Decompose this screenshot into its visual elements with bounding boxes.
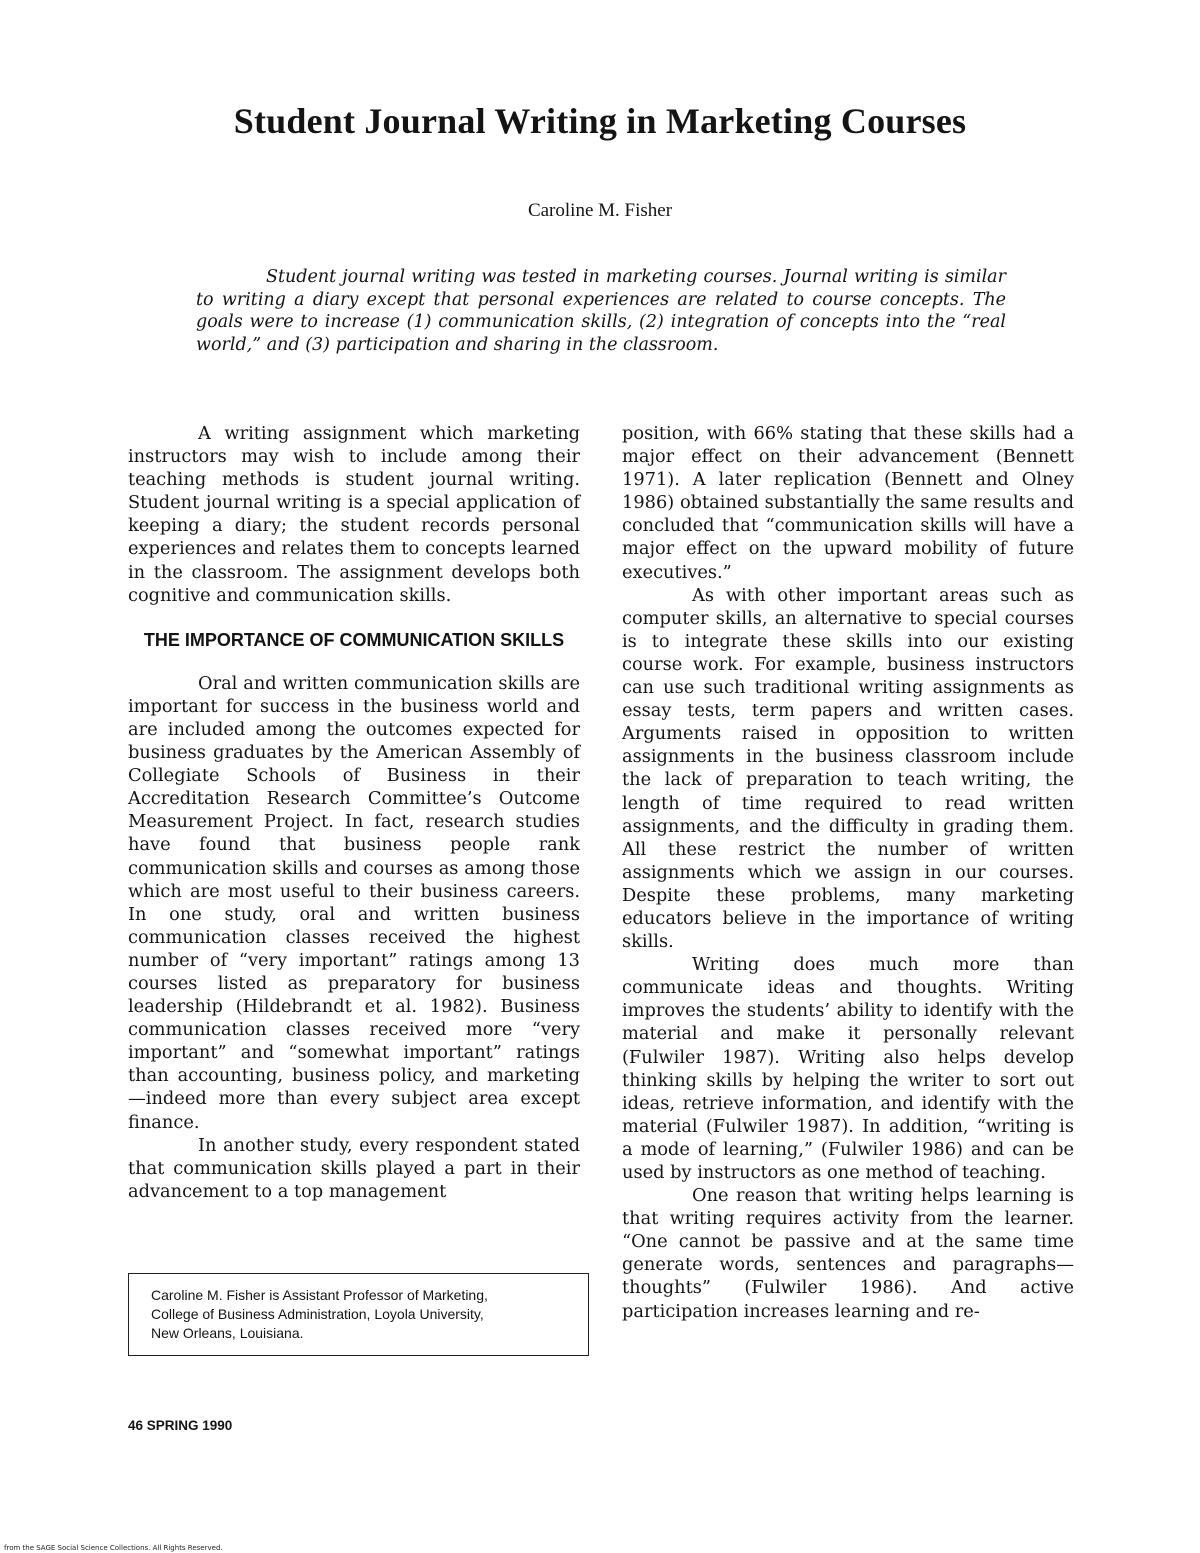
bio-line: College of Business Administration, Loyola University,	[151, 1306, 484, 1322]
right-column	[622, 422, 1074, 1323]
article-title: Student Journal Writing in Marketing Courses	[233, 101, 967, 141]
intro-paragraph: A writing assignment which marketing instructors may wish to include among their teaching methods is student journal writing. Student journal writing is a special application of keeping a diary; the student records personal experiences and relates them to concepts learned in the classroom. The assignment develops both cognitive and communication skills.	[128, 423, 580, 606]
body-paragraph: Writing does much more than communicate ideas and thoughts. Writing improves the students’ ability to identify with the material and make it personally relevant (Fulwiler 1987). Writing also helps develop thinking skills by helping the writer to sort out ideas, retrieve information, and identify with the material (Fulwiler 1987). In addition, “writing is a mode of learning,” (Fulwiler 1986) and can be used by instructors as one method of teaching.	[622, 954, 1074, 1183]
left-column	[128, 422, 580, 1203]
author-bio-box	[128, 1273, 589, 1356]
abstract-text: Student journal writing was tested in marketing courses. Journal writing is similar to writing a diary except that personal experiences are related to course concepts. The goals were to increase (1) communication skills, (2) integration of concepts into the “real world,” and (3) participation and sharing in the classroom.	[196, 267, 1006, 355]
body-paragraph: In another study, every respondent stated that communication skills played a part in their advancement to a top management	[128, 1134, 580, 1202]
source-note: from the SAGE Social Science Collections. All Rights Reserved.	[4, 1544, 223, 1552]
bio-line: New Orleans, Louisiana.	[151, 1325, 304, 1341]
body-paragraph: One reason that writing helps learning is that writing requires activity from the learner. “One cannot be passive and at the same time generate words, sentences and paragraphs—thoughts” (Fulwiler 1986). And active participation increases learning and re-	[622, 1185, 1074, 1322]
author-name: Caroline M. Fisher	[527, 200, 673, 221]
section-heading: THE IMPORTANCE OF COMMUNICATION SKILLS	[143, 629, 565, 650]
page-number-footer: 46 SPRING 1990	[128, 1418, 233, 1433]
body-paragraph: Oral and written communication skills are important for success in the business world and are included among the outcomes expected for business graduates by the American Assembly of Collegiate Schools of Business in their Accreditation Research Committee’s Outcome Measurement Project. In fact, research studies have found that business people rank communication skills and courses as among those which are most useful to their business careers. In one study, oral and written business communication classes received the highest number of “very important” ratings among 13 courses listed as preparatory for business leadership (Hildebrandt et al. 1982). Business communication classes received more “very important” and “somewhat important” ratings than accounting, business policy, and marketing—indeed more than every subject area except finance.	[128, 672, 580, 1133]
bio-line: Caroline M. Fisher is Assistant Professor of Marketing,	[151, 1287, 488, 1303]
abstract	[196, 266, 1006, 356]
body-paragraph: As with other important areas such as computer skills, an alternative to special courses is to integrate these skills into our existing course work. For example, business instructors can use such traditional writing assignments as essay tests, term papers and written cases. Arguments raised in opposition to written assignments in the business classroom include the lack of preparation to teach writing, the length of time required to read written assignments, and the difficulty in grading them. All these restrict the number of written assignments which we assign in our courses. Despite these problems, many marketing educators believe in the importance of writing skills.	[622, 584, 1074, 953]
body-paragraph-continued: position, with 66% stating that these skills had a major effect on their advancement (Bennett 1971). A later replication (Bennett and Olney 1986) obtained substantially the same results and concluded that “communication skills will have a major effect on the upward mobility of future executives.”	[622, 423, 1074, 583]
